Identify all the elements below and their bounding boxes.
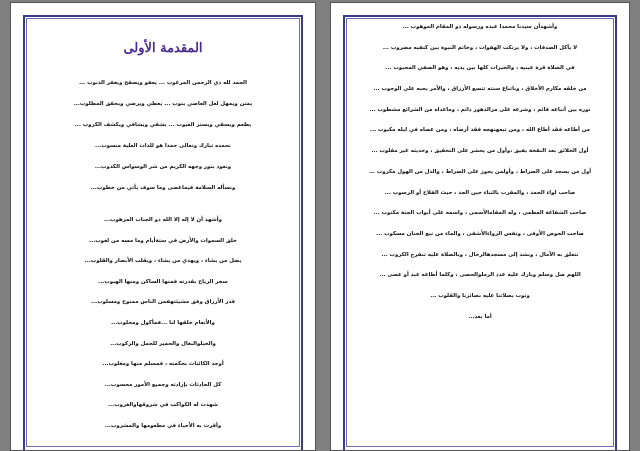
right-page [330,2,630,451]
text-line: أوجد الكائنات بحكمته ، فمسلم منها ومغلوب... [102,361,224,368]
text-line: في الصلاة قرة عينيه ، والخيرات كلها بين يديه ، وهو الصفي المحبوب ... [385,65,575,72]
page-title: المقدمة الأولى [123,41,203,56]
text-line: صاحب الحوض الأوفى ، ونفس الرواءالأشفى ، والماء من نبع الجنان مسكوب ... [376,230,584,237]
text-line: وأشهد أن لا إله إلا الله ذو الجناب المرهوب... [103,217,223,223]
text-line: يطعم ويسقي ويستر العيوب ... يشفي ويشافي ويكشف الكروب ... [74,122,252,128]
text-line: ونسأله السلامة فيماعصى وما سوف يأتي من خطوب... [90,185,236,191]
text-line: اللهم صل وسلم وبارك عليه عدد الرملوالحصى ، وكلما أطاعه عبد أو عصى ... [379,272,581,279]
text-line: والخيلوالبغال والحمير للحمل والركوب... [110,340,216,347]
text-line: من خلقه مكارم الأخلاق ، وباتباع سنته تتسع الأرزاق ، والأمر بحبه على الوجوب ... [373,86,587,93]
text-line: وتوب بصلاتنا عليه بصائرنا والقلوب ... [430,292,530,299]
text-line: صاحب لواء الحمد ، والمقرب بالثناء حين الجد ، حيث الفلاح أو الرسوب ... [384,189,576,196]
text-block-testimony [11,210,315,437]
text-line: نوره بين أتباعه قائم ، وشرعه على مرالدهور دائم ، وماعداه من الشرائع مشطوب ... [369,106,591,113]
text-block-praise [11,73,315,199]
text-line: سخر الرياح بقدرته فمنها الساكن ومنها الهبوب... [98,278,228,285]
text-line: كل الحادثات بإرادته وجميع الأمور محسوب... [104,381,222,388]
text-line: أول الخلائق بعد النفخة يفيق ،وأول من يحشر على التحقيق ، وحديثه غير مقلوب ... [371,148,589,155]
text-line: نحمده تبارك وتعالى حمدا هو للذات العلية منسوب... [95,143,231,149]
text-line: لا يأكل الصدقات ، ولا يرتكب الهفوات ، وخاتم النبوة بين كتفيه مضروب ... [382,44,578,51]
text-line: وأقرت به الأحياء في مطعومها والمشروب... [104,422,222,429]
text-line: من أطاعه فقد أطاع الله ، ومن تبعهنهجه فقد أرضاه ، ومن عصاه في ليله مكبوب ... [370,127,590,134]
left-page [10,2,316,451]
text-block-prophet [331,17,629,327]
text-line: نتعلق به الآمال ، ونشد إلى مسجدهالرحال ، وبالصلاة عليه تنفرج الكروب ... [381,251,579,258]
text-line: الحمد لله ذي الرحمن المرغوب ... يعفو ويصفح ويغفر الذنوب ... [79,80,247,86]
text-line: قدر الأرزاق وفق مشيئتهفمن الناس ممنوح ومسلوب... [90,299,236,306]
text-line: أول من يسجد على الصراط ، وأولمن يجوز على الصراط ، والذل من الهول مكروب ... [368,168,592,175]
text-line: خلق السموات والأرض في ستةأيام وما مسه من لغوب... [89,237,237,244]
text-line: والأنعام خلقها لنا ...فمأكول ومحلوب... [111,319,215,326]
text-line: وأشهدأن سيدنا محمدا عبده ورسوله ذو المقام الموهوب ... [402,24,558,30]
text-line: يمتن ويمهل لعل العاصي يتوب ... يعطي ويرضي ويحقق المطلوب... [73,101,253,107]
text-line: ونعوذ بنور وجهه الكريم من شر الوسواس الكذوب... [94,164,232,170]
text-line: يضل من يشاء ، ويهدي من يشاء ، ويقلب الأبصار والقلوب... [84,258,242,265]
text-line: شهدت له الكواكب في شروقهاوالغروب... [108,402,218,409]
text-line: صاحب الشفاعة العظمى ، وله المقامالأسمى ، واسمه على أبواب الجنة مكتوب ... [373,210,587,217]
text-line: أما بعد... [468,313,492,320]
